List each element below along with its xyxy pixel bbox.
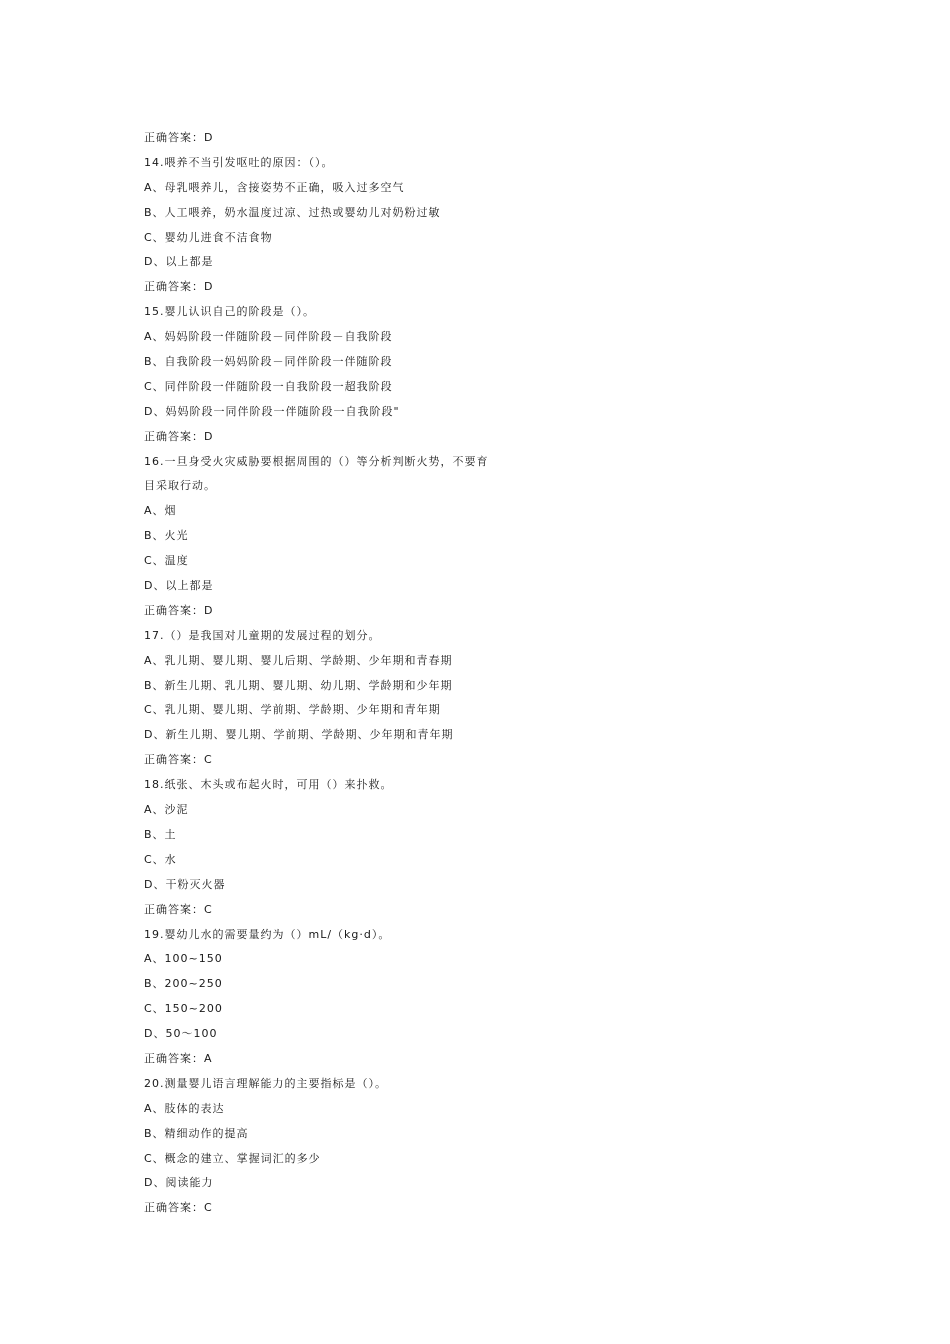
text-line: D、50～100 <box>144 1027 218 1041</box>
text-line: B、土 <box>144 827 177 841</box>
text-line: A、母乳喂养儿，含接姿势不正确，吸入过多空气 <box>144 180 405 194</box>
text-line: B、人工喂养，奶水温度过凉、过热或婴幼儿对奶粉过敏 <box>144 205 441 219</box>
text-line: B、新生儿期、乳儿期、婴儿期、幼儿期、学龄期和少年期 <box>144 678 453 692</box>
text-line: 正确答案：D <box>144 280 214 294</box>
text-line: 正确答案：C <box>144 1201 213 1215</box>
text-line: A、沙泥 <box>144 803 189 817</box>
text-line: 19.婴幼儿水的需要量约为（）mL/（kg·d）。 <box>144 927 391 941</box>
text-line: A、100~150 <box>144 952 223 966</box>
text-line: D、新生儿期、婴儿期、学前期、学龄期、少年期和青年期 <box>144 728 454 742</box>
text-line: 正确答案：C <box>144 753 213 767</box>
text-line: 正确答案：C <box>144 902 213 916</box>
text-line: 20.测量婴儿语言理解能力的主要指标是（）。 <box>144 1076 387 1090</box>
text-line: C、150~200 <box>144 1002 223 1016</box>
text-line: C、乳儿期、婴儿期、学前期、学龄期、少年期和青年期 <box>144 703 441 717</box>
text-line: 目采取行动。 <box>144 479 216 493</box>
text-line: 正确答案：D <box>144 131 214 144</box>
text-line: C、水 <box>144 852 177 866</box>
text-line: D、阅读能力 <box>144 1176 214 1190</box>
text-line: C、概念的建立、掌握词汇的多少 <box>144 1151 321 1165</box>
text-line: A、妈妈阶段一伴随阶段－同伴阶段－自我阶段 <box>144 330 393 344</box>
text-line: B、200~250 <box>144 977 223 991</box>
text-line: D、干粉灭火器 <box>144 877 226 891</box>
text-line: D、以上都是 <box>144 255 214 269</box>
text-line: D、以上都是 <box>144 579 214 593</box>
text-line: B、精细动作的提高 <box>144 1126 249 1140</box>
text-line: 18.纸张、木头或布起火时，可用（）来扑救。 <box>144 778 393 792</box>
text-line: 正确答案：D <box>144 429 214 443</box>
text-line: B、火光 <box>144 529 189 543</box>
text-line: 17.（）是我国对儿童期的发展过程的划分。 <box>144 628 381 642</box>
text-line: 正确答案：A <box>144 1051 213 1065</box>
text-line: C、同伴阶段一伴随阶段一自我阶段一超我阶段 <box>144 379 393 393</box>
document-page <box>144 126 844 1221</box>
text-line: A、肢体的表达 <box>144 1101 225 1115</box>
text-line: 16.一旦身受火灾威胁要根据周围的（）等分析判断火势，不要育 <box>144 454 489 468</box>
text-line: 15.婴儿认识自己的阶段是（）。 <box>144 305 315 319</box>
text-line: D、妈妈阶段一同伴阶段一伴随阶段一自我阶段" <box>144 404 400 418</box>
text-line: C、婴幼儿进食不洁食物 <box>144 230 273 244</box>
text-line: 正确答案：D <box>144 603 214 617</box>
text-line: A、乳儿期、婴儿期、婴儿后期、学龄期、少年期和青春期 <box>144 653 453 667</box>
text-line: A、烟 <box>144 504 177 518</box>
text-line: C、温度 <box>144 554 189 568</box>
text-line: B、自我阶段一妈妈阶段－同伴阶段一伴随阶段 <box>144 355 393 369</box>
text-line: 14.喂养不当引发呕吐的原因：（）。 <box>144 155 334 169</box>
